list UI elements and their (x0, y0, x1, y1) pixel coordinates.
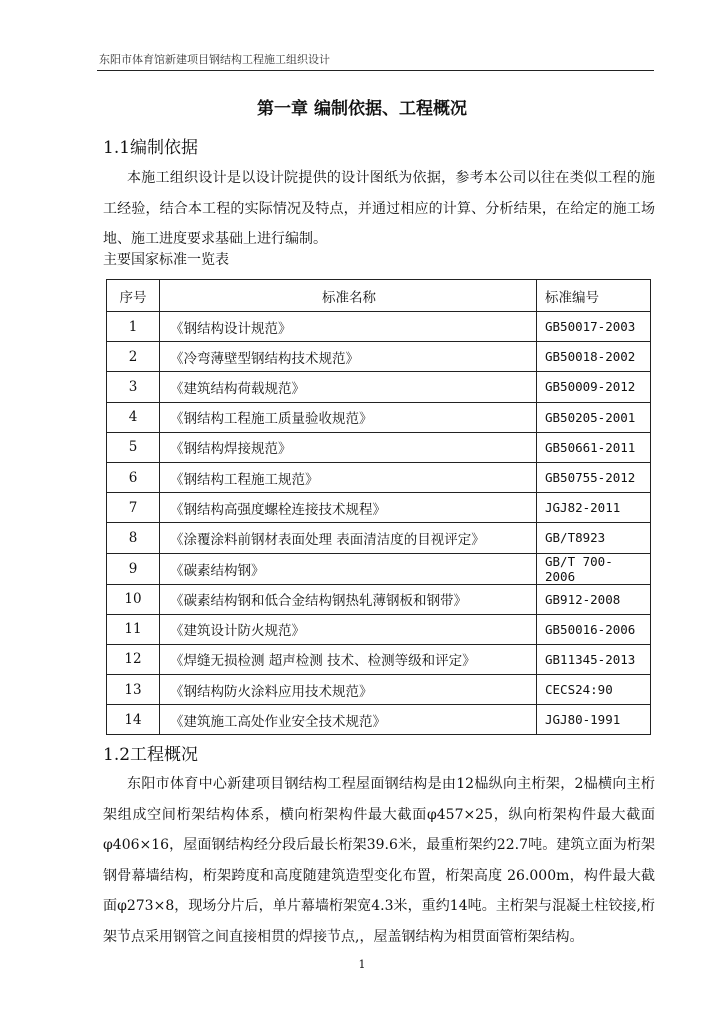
overview-paragraph: 东阳市体育中心新建项目钢结构工程屋面钢结构是由12榀纵向主桁架，2榀横向主桁架组成空间桁架结构体系，横向桁架构件最大截面φ457×25，纵向桁架构件最大截面φ406×16，屋面钢结构经分段后最长桁架39.6米，最重桁架约22.7吨。建筑立面为桁架钢骨幕墙结构，桁架跨度和高度随建筑造型变化布置，桁架高度 26.000m，构件最大截面φ273×8，现场分片后，单片幕墙桁架宽4.3米，重约14吨。主桁架与混凝土柱铰接,桁架节点采用钢管之间直接相贯的焊接节点,，屋盖钢结构为相贯面管桁架结构。 (103, 776, 655, 945)
row-name: 《钢结构工程施工规范》 (160, 462, 537, 492)
table-row (107, 553, 651, 584)
row-code: JGJ80-1991 (537, 705, 651, 735)
row-no: 11 (107, 614, 160, 644)
row-no: 7 (107, 493, 160, 523)
row-no: 1 (107, 312, 160, 342)
basis-paragraph: 本施工组织设计是以设计院提供的设计图纸为依据，参考本公司以往在类似工程的施工经验，结合本工程的实际情况及特点，并通过相应的计算、分析结果，在给定的施工场地、施工进度要求基础上进行编制。 (103, 170, 655, 247)
row-name: 《钢结构高强度螺栓连接技术规程》 (160, 493, 537, 523)
page-header-text: 东阳市体育馆新建项目钢结构工程施工组织设计 (99, 53, 330, 66)
table-row (107, 705, 651, 735)
table-row (107, 342, 651, 372)
table-row (107, 312, 651, 342)
row-code: JGJ82-2011 (537, 493, 651, 523)
row-name: 《碳素结构钢和低合金结构钢热轧薄钢板和钢带》 (160, 584, 537, 614)
table-row (107, 614, 651, 644)
row-no: 4 (107, 402, 160, 432)
table-body (107, 312, 651, 735)
row-code: GB50661-2011 (537, 432, 651, 462)
row-name: 《钢结构防火涂料应用技术规范》 (160, 675, 537, 705)
row-name: 《冷弯薄壁型钢结构技术规范》 (160, 342, 537, 372)
chapter-title: 第一章 编制依据、工程概况 (257, 99, 467, 119)
row-name: 《焊缝无损检测 超声检测 技术、检测等级和评定》 (160, 644, 537, 674)
header-name: 标准名称 (160, 280, 537, 312)
table-row (107, 402, 651, 432)
row-code: GB50018-2002 (537, 342, 651, 372)
row-code: GB/T8923 (537, 523, 651, 553)
row-name: 《建筑设计防火规范》 (160, 614, 537, 644)
row-name: 《碳素结构钢》 (160, 553, 537, 584)
section-heading-basis: 1.1编制依据 (103, 138, 199, 158)
table-caption: 主要国家标准一览表 (103, 252, 229, 268)
table-row (107, 644, 651, 674)
header-divider (97, 70, 654, 71)
row-name: 《钢结构焊接规范》 (160, 432, 537, 462)
row-no: 13 (107, 675, 160, 705)
section-heading-overview: 1.2工程概况 (103, 745, 199, 765)
table-row (107, 372, 651, 402)
row-no: 2 (107, 342, 160, 372)
table-row (107, 493, 651, 523)
table-row (107, 523, 651, 553)
row-code: GB/T 700-2006 (537, 553, 651, 584)
header-code: 标准编号 (537, 280, 651, 312)
row-code: CECS24:90 (537, 675, 651, 705)
row-code: GB50016-2006 (537, 614, 651, 644)
table-row (107, 584, 651, 614)
row-no: 5 (107, 432, 160, 462)
row-no: 8 (107, 523, 160, 553)
table-row (107, 432, 651, 462)
row-no: 10 (107, 584, 160, 614)
table-row (107, 462, 651, 492)
row-code: GB50205-2001 (537, 402, 651, 432)
table-header-row (107, 280, 651, 312)
row-code: GB11345-2013 (537, 644, 651, 674)
row-name: 《钢结构设计规范》 (160, 312, 537, 342)
row-code: GB912-2008 (537, 584, 651, 614)
row-code: GB50017-2003 (537, 312, 651, 342)
row-name: 《钢结构工程施工质量验收规范》 (160, 402, 537, 432)
row-name: 《建筑施工高处作业安全技术规范》 (160, 705, 537, 735)
row-name: 《涂覆涂料前钢材表面处理 表面清洁度的目视评定》 (160, 523, 537, 553)
row-code: GB50009-2012 (537, 372, 651, 402)
standards-table (106, 279, 651, 735)
row-no: 3 (107, 372, 160, 402)
row-no: 6 (107, 462, 160, 492)
row-no: 14 (107, 705, 160, 735)
table-row (107, 675, 651, 705)
header-no: 序号 (107, 280, 160, 312)
row-no: 9 (107, 553, 160, 584)
row-code: GB50755-2012 (537, 462, 651, 492)
row-no: 12 (107, 644, 160, 674)
row-name: 《建筑结构荷载规范》 (160, 372, 537, 402)
page-number: 1 (358, 958, 366, 971)
